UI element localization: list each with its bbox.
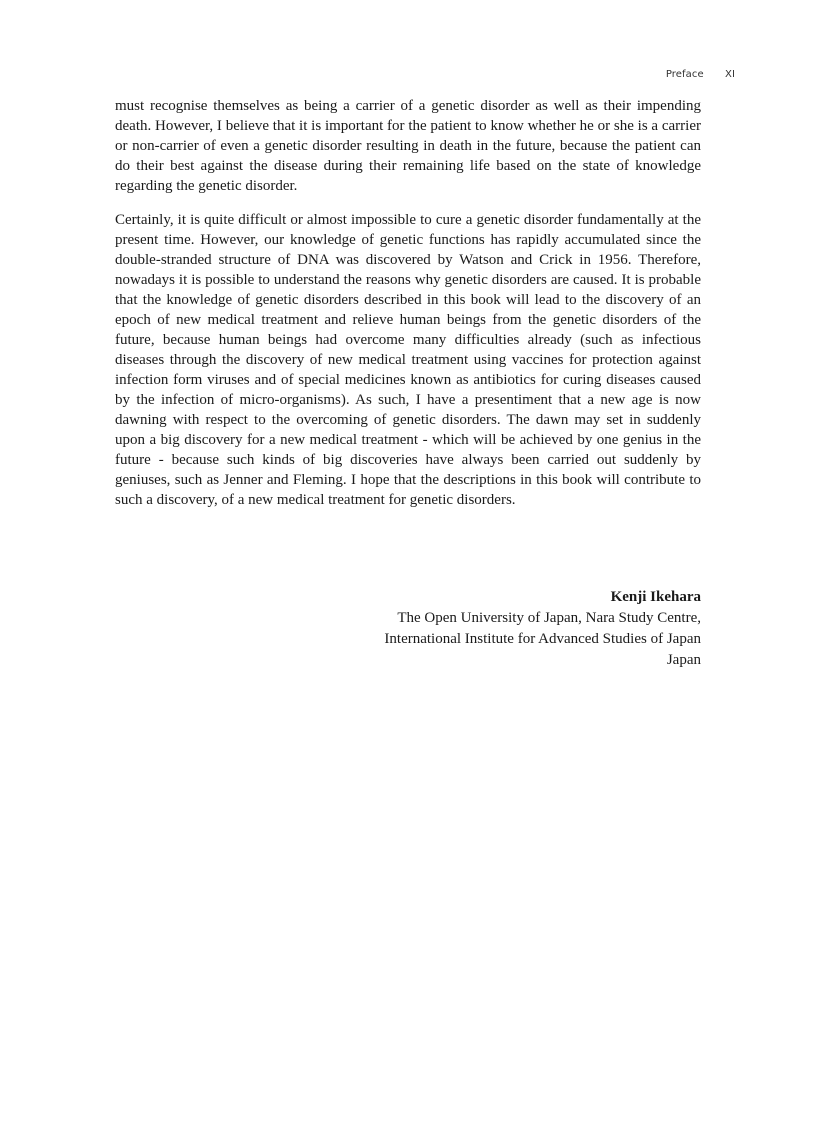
affiliation-line-1: The Open University of Japan, Nara Study Centre, [397, 610, 701, 626]
paragraph-2: Certainly, it is quite difficult or almost impossible to cure a genetic disorder fundamentally at the present time. However, our knowledge of genetic functions has rapidly accumulated since the double-stranded structure of DNA was discovered by Watson and Crick in 1956. Therefore, nowadays it is possible to understand the reasons why genetic disorders are caused. It is probable that the knowledge of genetic disorders described in this book will lead to the discovery of an epoch of new medical treatment and relieve human beings from the genetic disorders of the future, because human beings had overcome many difficulties already (such as infectious diseases through the discovery of new medical treatment using vaccines for protection against infection form viruses and of special medicines known as antibiotics for curing diseases caused by the infection of micro-organisms). As such, I have a presentiment that a new age is now dawning with respect to the overcoming of genetic disorders. The dawn may set in suddenly upon a big discovery for a new medical treatment - which will be achieved by one genius in the future - because such kinds of big discoveries have always been carried out suddenly by geniuses, such as Jenner and Fleming. I hope that the descriptions in this book will contribute to such a discovery, of a new medical treatment for genetic disorders. [115, 212, 701, 508]
affiliation-country: Japan [666, 652, 701, 668]
author-signature-block [384, 587, 701, 671]
running-header [666, 69, 735, 80]
affiliation-line-2: International Institute for Advanced Studies of Japan [384, 631, 701, 647]
preface-body [115, 96, 701, 524]
page-number: XI [725, 69, 735, 80]
author-name: Kenji Ikehara [610, 589, 701, 605]
paragraph-1: must recognise themselves as being a carrier of a genetic disorder as well as their impending death. However, I believe that it is important for the patient to know whether he or she is a carrier or non-carrier of even a genetic disorder resulting in death in the future, because the patient can do their best against the disease during their remaining life based on the state of knowledge regarding the genetic disorder. [115, 98, 701, 194]
running-header-section-title: Preface [665, 69, 704, 80]
